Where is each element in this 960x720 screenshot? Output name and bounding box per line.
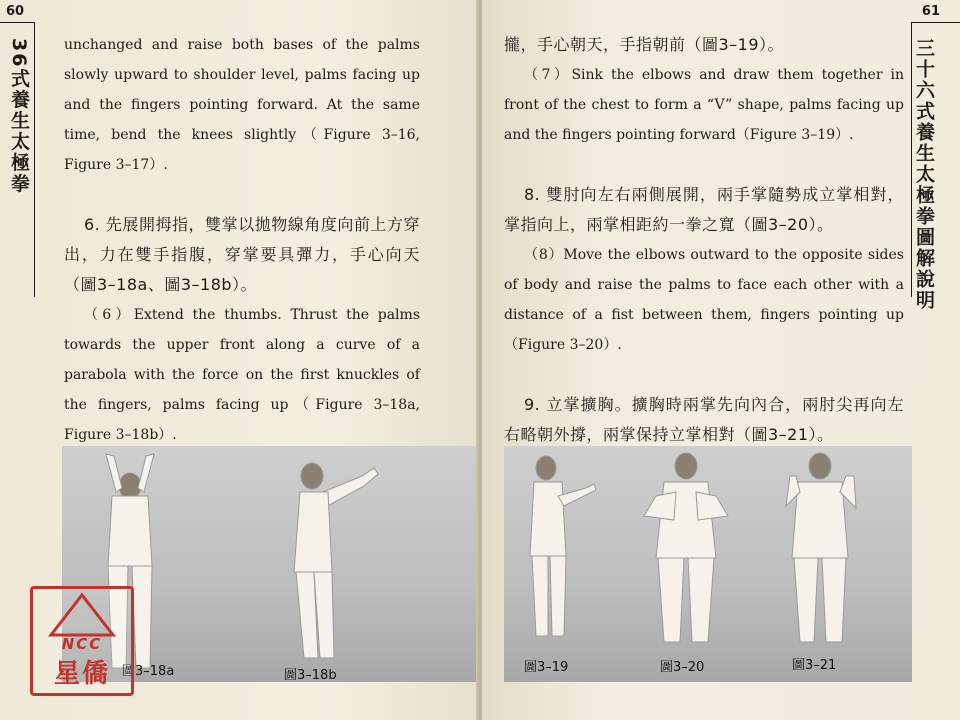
figure-caption: 圖3–21 [792, 658, 837, 673]
right-page [482, 0, 960, 720]
left-page [0, 0, 478, 720]
tai-chi-figures-icon [504, 446, 912, 682]
paragraph: （8）Move the elbows outward to the opposite sides of body and raise the palms to face each other with a distance of a fist between them, fingers pointing up（Figure 3–20）. [504, 247, 904, 353]
figure-caption: 圖3–19 [524, 660, 569, 675]
right-body-text [504, 30, 904, 510]
watermark-logo [30, 586, 134, 696]
running-title: 36式養生太極拳 [8, 38, 30, 195]
margin-rule [34, 22, 35, 297]
watermark-brand: 星僑 [53, 659, 110, 689]
paragraph: 9. 立掌擴胸。擴胸時兩掌先向內合，兩肘尖再向左右略朝外撐，兩掌保持立掌相對（圖3–21）。 [504, 395, 904, 444]
header-rule [0, 22, 34, 23]
paragraph: （6）Extend the thumbs. Thrust the palms towards the upper front along a curve of a parabola with the force on the first knuckles of the fingers, palms facing up（Figure 3–18a, Figure 3–18b）. [64, 307, 420, 443]
paragraph: 6. 先展開拇指，雙掌以拋物線角度向前上方穿出，力在雙手指腹，穿掌要具彈力，手心向天（圖3–18a、圖3–18b）。 [64, 215, 420, 294]
running-title: 三十六式養生太極拳圖解說明 [913, 38, 935, 311]
watermark-text: NCC [61, 635, 103, 653]
photo-figures-3-19-to-3-21 [504, 446, 912, 682]
paragraph: unchanged and raise both bases of the palms slowly upward to shoulder level, palms facing up and the fingers pointing forward. At the same time, bend the knees slightly（Figure 3–16, Figure 3–17）. [64, 37, 420, 173]
figure-caption: 圖3–18b [284, 668, 337, 683]
page-number: 60 [6, 4, 25, 19]
paragraph: 8. 雙肘向左右兩側展開，兩手掌隨勢成立掌相對，掌指向上，兩掌相距約一拳之寬（圖3–20）。 [504, 185, 904, 234]
figure-caption: 圖3–20 [660, 660, 705, 675]
paragraph: 攏，手心朝天，手指朝前（圖3–19）。 [504, 35, 785, 54]
triangle-logo-icon [33, 589, 131, 639]
page-number: 61 [921, 4, 940, 19]
figure-caption: 圖3–18a [122, 664, 175, 679]
paragraph: （7）Sink the elbows and draw them together in front of the chest to form a “V” shape, palms facing up and the fingers pointing forward（Figure 3–19）. [504, 67, 904, 143]
header-rule [912, 22, 960, 23]
